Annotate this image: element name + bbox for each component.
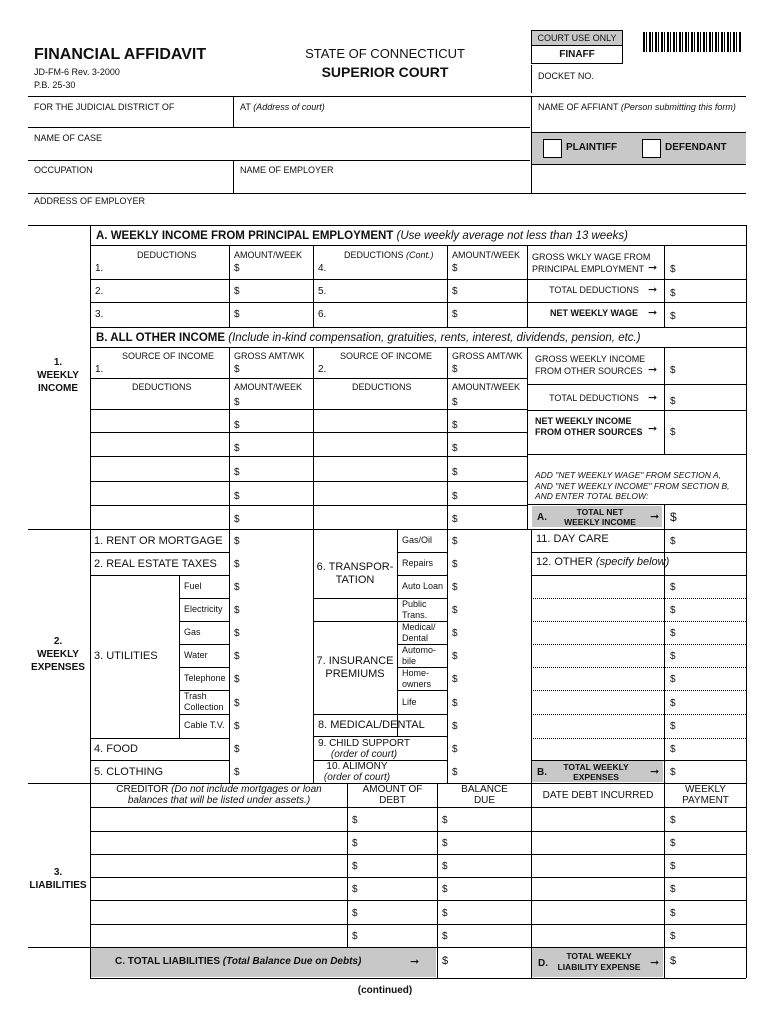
taxes-label: 2. REAL ESTATE TAXES [94,558,217,570]
gross-wage-amount[interactable]: $ [670,264,676,275]
gross-wage-label: GROSS WKLY WAGE FROM PRINCIPAL EMPLOYMENT [532,252,651,274]
dollar-bd1[interactable]: $ [234,397,240,408]
insurance-medical: Medical/ Dental [402,622,436,643]
section-a-title: A. WEEKLY INCOME FROM PRINCIPAL EMPLOYMENT (Use weekly average not less than 13 weeks) [96,230,628,242]
arrow-right-icon: ➞ [648,307,658,319]
utility-water: Water [184,650,208,660]
dollar-bd4[interactable]: $ [234,467,240,478]
court-use-only-box [531,30,623,64]
arrow-right-icon: ➞ [650,766,660,778]
debt-amt-4[interactable]: $ [352,884,358,895]
total-a-letter: A. [537,512,547,523]
docket-label: DOCKET NO. [538,71,594,81]
dollar-day-care[interactable]: $ [670,536,676,547]
net-weekly-wage-label: NET WEEKLY WAGE [549,308,638,318]
utility-cable: Cable T.V. [184,720,225,730]
balance-due-header: BALANCE DUE [461,784,508,806]
debt-amt-6[interactable]: $ [352,931,358,942]
gross-amt-header-2: GROSS AMT/WK [452,351,523,361]
net-other-label: NET WEEKLY INCOME FROM OTHER SOURCES [535,416,643,437]
arrow-right-icon: ➞ [650,511,660,523]
total-deductions-amount[interactable]: $ [670,288,676,299]
barcode-icon [643,32,741,52]
balance-1[interactable]: $ [442,815,448,826]
other-label: 12. OTHER (specify below) [536,556,670,568]
utility-fuel: Fuel [184,581,202,591]
other-income-row-2[interactable]: 2. [318,364,327,375]
balance-6[interactable]: $ [442,931,448,942]
total-liability-expense-label: TOTAL WEEKLY LIABILITY EXPENSE [557,951,641,972]
amount-week-header-2: AMOUNT/WEEK [452,250,521,260]
dollar-rent[interactable]: $ [234,536,240,547]
weekly-payment-header: WEEKLY PAYMENT [682,784,729,806]
at-note: (Address of court) [253,102,325,112]
amount-of-debt-header: AMOUNT OF DEBT [362,784,423,806]
state-name: STATE OF CONNECTICUT [305,46,465,61]
dollar-cable[interactable]: $ [234,721,240,732]
arrow-right-icon: ➞ [650,957,660,969]
arrow-right-icon: ➞ [648,392,658,404]
dollar-water[interactable]: $ [234,651,240,662]
b-deductions-header-2: DEDUCTIONS [352,382,412,392]
section2-label: 2. WEEKLY EXPENSES [31,636,85,673]
weekly-pay-3[interactable]: $ [670,861,676,872]
arrow-right-icon: ➞ [648,364,658,376]
dollar-fuel[interactable]: $ [234,582,240,593]
judicial-district-field[interactable]: FOR THE JUDICIAL DISTRICT OF [34,102,175,112]
utility-gas: Gas [184,627,201,637]
weekly-pay-2[interactable]: $ [670,838,676,849]
dollar-bd11[interactable]: $ [452,491,458,502]
arrow-right-icon: ➞ [648,423,658,435]
continued-label: (continued) [357,985,413,996]
dollar-telephone[interactable]: $ [234,674,240,685]
total-net-weekly-income-label: TOTAL NET WEEKLY INCOME [564,507,636,527]
utility-telephone: Telephone [184,673,226,683]
dollar-a3[interactable]: $ [234,309,240,320]
dollar-child-support[interactable]: $ [452,744,458,755]
court-name: SUPERIOR COURT [321,64,449,80]
dollar-a1[interactable]: $ [234,263,240,274]
dollar-other-6[interactable]: $ [670,698,676,709]
court-use-only-label: COURT USE ONLY [532,31,622,46]
affiant-note: (Person submitting this form) [620,102,736,112]
b-total-deductions-amount[interactable]: $ [670,396,676,407]
arrow-right-icon: ➞ [648,284,658,296]
dollar-a5[interactable]: $ [452,286,458,297]
occupation-field[interactable]: OCCUPATION [34,165,93,175]
utilities-label: 3. UTILITIES [94,650,158,662]
dollar-electricity[interactable]: $ [234,605,240,616]
dollar-other-3[interactable]: $ [670,628,676,639]
total-weekly-expenses-label: TOTAL WEEKLY EXPENSES [563,762,629,782]
total-liabilities-label: C. TOTAL LIABILITIES (Total Balance Due on Debts) [115,956,362,967]
dollar-bd8[interactable]: $ [452,420,458,431]
dollar-a2[interactable]: $ [234,286,240,297]
dollar-bd9[interactable]: $ [452,443,458,454]
dollar-b2[interactable]: $ [452,364,458,375]
dollar-gasoil[interactable]: $ [452,536,458,547]
child-support-label: 9. CHILD SUPPORT (order of court) [317,738,411,760]
b-total-deductions-label: TOTAL DEDUCTIONS [549,393,639,403]
deduction-row-6[interactable]: 6. [318,309,327,320]
dollar-food[interactable]: $ [234,744,240,755]
alimony-label: 10. ALIMONY (order of court) [323,761,391,783]
dollar-bd7[interactable]: $ [452,397,458,408]
docket-box[interactable] [531,65,747,93]
total-weekly-expenses-amount[interactable]: $ [670,767,676,778]
date-incurred-header: DATE DEBT INCURRED [542,790,654,801]
debt-amt-5[interactable]: $ [352,908,358,919]
transport-public: Public Trans. [402,599,428,620]
case-name-field[interactable]: NAME OF CASE [34,133,103,143]
weekly-pay-4[interactable]: $ [670,884,676,895]
medical-label: 8. MEDICAL/DENTAL [318,719,425,731]
total-liabilities-amount[interactable]: $ [442,955,449,967]
deduction-row-5[interactable]: 5. [318,286,327,297]
dollar-a6[interactable]: $ [452,309,458,320]
affiant-label: NAME OF AFFIANT [538,102,619,112]
dollar-other-2[interactable]: $ [670,605,676,616]
dollar-medical[interactable]: $ [452,721,458,732]
gross-other-label: GROSS WEEKLY INCOME FROM OTHER SOURCES [535,354,646,376]
section1-label: 1. WEEKLY INCOME [37,357,79,394]
food-label: 4. FOOD [94,743,139,755]
dollar-b1[interactable]: $ [234,364,240,375]
dollar-alimony[interactable]: $ [452,767,458,778]
weekly-pay-5[interactable]: $ [670,908,676,919]
dollar-bd3[interactable]: $ [234,443,240,454]
insurance-auto: Automo- bile [402,645,437,666]
dollar-bd6[interactable]: $ [234,514,240,525]
affiant-name-field[interactable] [538,102,736,112]
deductions-cont-header: DEDUCTIONS (Cont.) [344,250,434,260]
source-income-header: SOURCE OF INCOME [122,351,215,361]
b-amount-week-header: AMOUNT/WEEK [234,382,303,392]
dollar-clothing[interactable]: $ [234,767,240,778]
dollar-ins-life[interactable]: $ [452,698,458,709]
section-b-title: B. ALL OTHER INCOME (Include in-kind compensation, gratuities, rents, interest, dividends, pension, etc.) [96,332,641,344]
net-other-amount[interactable]: $ [670,427,676,438]
plaintiff-checkbox[interactable] [543,139,562,158]
dollar-bd2[interactable]: $ [234,420,240,431]
arrow-right-icon: ➞ [410,956,420,968]
form-title: FINANCIAL AFFIDAVIT [34,46,207,63]
court-address-field[interactable] [240,102,325,112]
total-liability-expense-amount[interactable]: $ [670,955,677,967]
dollar-other-5[interactable]: $ [670,674,676,685]
b-amount-week-header-2: AMOUNT/WEEK [452,382,521,392]
insurance-label: 7. INSURANCE PREMIUMS [316,655,394,680]
clothing-label: 5. CLOTHING [94,766,164,778]
arrow-right-icon: ➞ [648,262,658,274]
dollar-ins-auto[interactable]: $ [452,651,458,662]
balance-4[interactable]: $ [442,884,448,895]
debt-amt-1[interactable]: $ [352,815,358,826]
add-instructions: ADD "NET WEEKLY WAGE" FROM SECTION A, AND "NET WEEKLY INCOME" FROM SECTION B, AND ENTER TOTAL BELOW: [535,470,730,501]
deduction-row-3[interactable]: 3. [95,309,104,320]
transport-gasoil: Gas/Oil [402,535,433,545]
utility-trash: Trash Collection [184,691,224,712]
transport-repairs: Repairs [402,558,434,568]
net-weekly-wage-amount[interactable]: $ [670,311,676,322]
form-number: JD-FM-6 Rev. 3-2000 [34,67,120,77]
gross-other-amount[interactable]: $ [670,365,676,376]
dollar-other-8[interactable]: $ [670,744,676,755]
practice-book-ref: P.B. 25-30 [34,80,76,90]
weekly-pay-1[interactable]: $ [670,815,676,826]
utility-electricity: Electricity [184,604,223,614]
at-label: AT [240,102,251,112]
deductions-header: DEDUCTIONS [137,250,197,260]
insurance-home: Home- owners [402,668,432,689]
total-d-letter: D. [538,958,548,969]
deduction-row-2[interactable]: 2. [95,286,104,297]
total-deductions-label: TOTAL DEDUCTIONS [549,285,639,295]
dollar-auto-loan[interactable]: $ [452,582,458,593]
debt-amt-2[interactable]: $ [352,838,358,849]
debt-amt-3[interactable]: $ [352,861,358,872]
transport-auto-loan: Auto Loan [402,581,444,591]
weekly-pay-6[interactable]: $ [670,931,676,942]
form-code: FINAFF [559,49,595,60]
employer-address-field[interactable]: ADDRESS OF EMPLOYER [34,196,146,206]
dollar-ins-medical[interactable]: $ [452,628,458,639]
balance-2[interactable]: $ [442,838,448,849]
rent-label: 1. RENT OR MORTGAGE [94,535,223,547]
dollar-bd5[interactable]: $ [234,491,240,502]
dollar-repairs[interactable]: $ [452,559,458,570]
source-income-header-2: SOURCE OF INCOME [340,351,433,361]
dollar-public[interactable]: $ [452,605,458,616]
creditor-header: CREDITOR (Do not include mortgages or loan balances that will be listed under assets.) [116,784,322,806]
amount-week-header: AMOUNT/WEEK [234,250,303,260]
insurance-life: Life [402,697,417,707]
deduction-row-4[interactable]: 4. [318,263,327,274]
dollar-other-7[interactable]: $ [670,721,676,732]
dollar-ins-home[interactable]: $ [452,674,458,685]
deduction-row-1[interactable]: 1. [95,263,104,274]
plaintiff-label: PLAINTIFF [566,142,618,153]
employer-field[interactable]: NAME OF EMPLOYER [240,165,334,175]
defendant-checkbox[interactable] [642,139,661,158]
dollar-a4[interactable]: $ [452,263,458,274]
dollar-bd12[interactable]: $ [452,514,458,525]
dollar-other-4[interactable]: $ [670,651,676,662]
transportation-label: 6. TRANSPOR- TATION [316,561,394,586]
other-income-row-1[interactable]: 1. [95,364,104,375]
section3-label: 3. LIABILITIES [29,867,87,891]
balance-3[interactable]: $ [442,861,448,872]
defendant-label: DEFENDANT [665,142,727,153]
balance-5[interactable]: $ [442,908,448,919]
total-b-letter: B. [537,767,547,778]
dollar-trash[interactable]: $ [234,698,240,709]
total-net-weekly-income-amount[interactable]: $ [670,510,677,524]
b-deductions-header: DEDUCTIONS [132,382,192,392]
day-care-label: 11. DAY CARE [536,533,609,545]
dollar-bd10[interactable]: $ [452,467,458,478]
dollar-taxes[interactable]: $ [234,559,240,570]
dollar-gas[interactable]: $ [234,628,240,639]
gross-amt-header: GROSS AMT/WK [234,351,305,361]
dollar-other-1[interactable]: $ [670,582,676,593]
